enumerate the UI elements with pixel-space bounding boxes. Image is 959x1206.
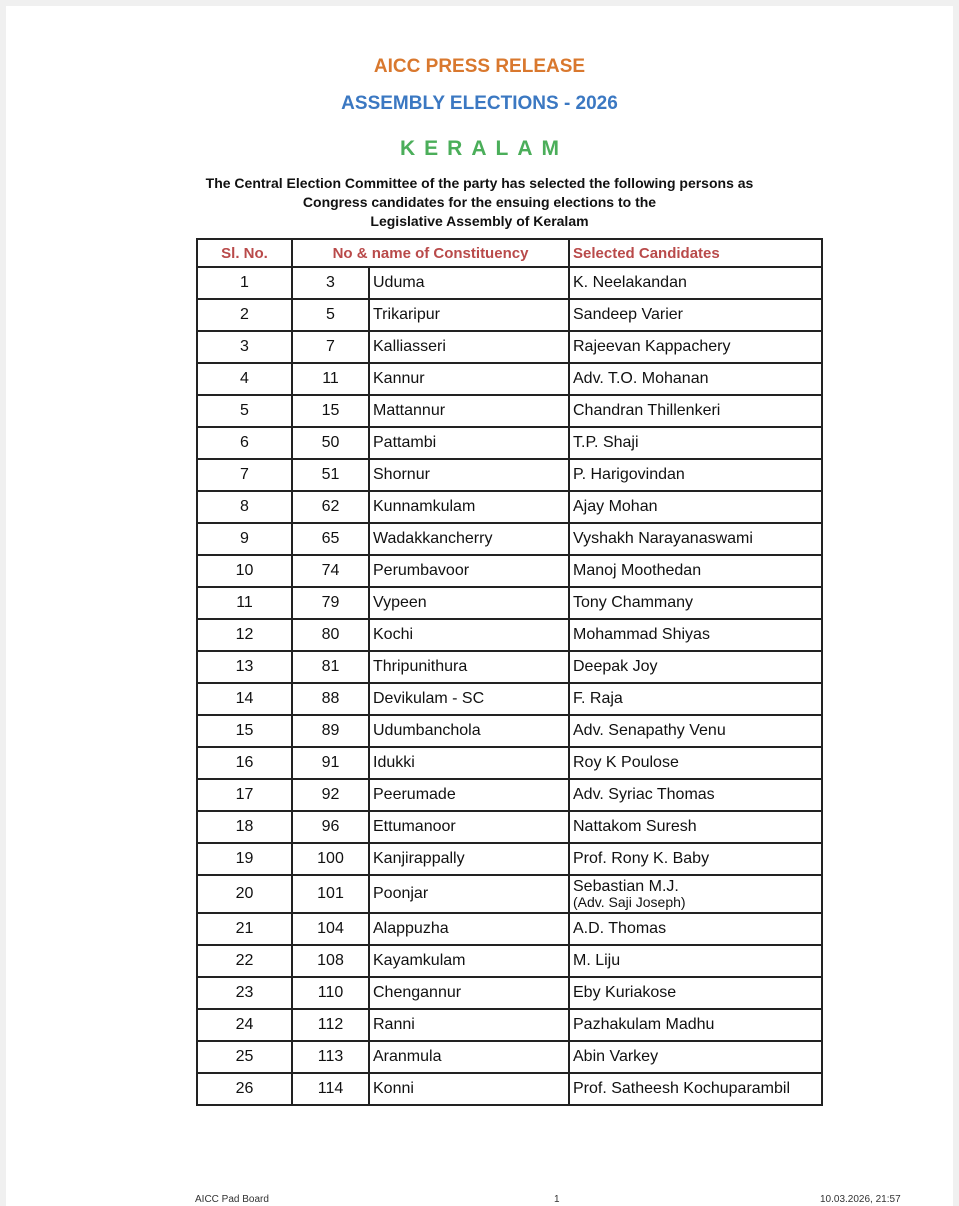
constituency-number-cell: 62 <box>292 491 369 523</box>
sl-no-cell: 2 <box>197 299 292 331</box>
candidate-cell: Prof. Rony K. Baby <box>569 843 822 875</box>
constituency-name-cell: Alappuzha <box>369 913 569 945</box>
candidate-cell: Manoj Moothedan <box>569 555 822 587</box>
sl-no-cell: 12 <box>197 619 292 651</box>
constituency-name-cell: Ranni <box>369 1009 569 1041</box>
column-header-sl-no: Sl. No. <box>197 239 292 267</box>
constituency-name-cell: Devikulam - SC <box>369 683 569 715</box>
footer-timestamp: 10.03.2026, 21:57 <box>820 1194 901 1205</box>
sl-no-cell: 8 <box>197 491 292 523</box>
intro-paragraph <box>6 174 953 231</box>
constituency-name-cell: Udumbanchola <box>369 715 569 747</box>
constituency-number-cell: 5 <box>292 299 369 331</box>
intro-line: The Central Election Committee of the party has selected the following persons as <box>205 175 754 191</box>
candidate-cell: Chandran Thillenkeri <box>569 395 822 427</box>
sl-no-cell: 7 <box>197 459 292 491</box>
candidate-cell: T.P. Shaji <box>569 427 822 459</box>
constituency-number-cell: 100 <box>292 843 369 875</box>
constituency-number-cell: 112 <box>292 1009 369 1041</box>
candidate-cell: Eby Kuriakose <box>569 977 822 1009</box>
election-title: ASSEMBLY ELECTIONS - 2026 <box>341 93 618 114</box>
document-page <box>6 6 953 1206</box>
sl-no-cell: 20 <box>197 875 292 913</box>
table-row <box>197 395 822 427</box>
sl-no-cell: 19 <box>197 843 292 875</box>
candidates-table <box>196 238 823 1106</box>
constituency-name-cell: Kochi <box>369 619 569 651</box>
candidate-cell: Roy K Poulose <box>569 747 822 779</box>
sl-no-cell: 15 <box>197 715 292 747</box>
constituency-number-cell: 11 <box>292 363 369 395</box>
table-row <box>197 427 822 459</box>
table-row <box>197 299 822 331</box>
table-row <box>197 977 822 1009</box>
candidate-cell: Nattakom Suresh <box>569 811 822 843</box>
sl-no-cell: 26 <box>197 1073 292 1105</box>
constituency-number-cell: 108 <box>292 945 369 977</box>
constituency-number-cell: 101 <box>292 875 369 913</box>
constituency-number-cell: 65 <box>292 523 369 555</box>
table-row <box>197 491 822 523</box>
constituency-number-cell: 88 <box>292 683 369 715</box>
table-row <box>197 875 822 913</box>
constituency-name-cell: Idukki <box>369 747 569 779</box>
candidate-cell: Deepak Joy <box>569 651 822 683</box>
constituency-number-cell: 114 <box>292 1073 369 1105</box>
state-title: KERALAM <box>400 137 568 160</box>
sl-no-cell: 10 <box>197 555 292 587</box>
table-row <box>197 619 822 651</box>
constituency-number-cell: 81 <box>292 651 369 683</box>
candidate-cell: P. Harigovindan <box>569 459 822 491</box>
candidate-cell: Adv. Syriac Thomas <box>569 779 822 811</box>
table-row <box>197 715 822 747</box>
constituency-name-cell: Kanjirappally <box>369 843 569 875</box>
table-row <box>197 363 822 395</box>
constituency-number-cell: 91 <box>292 747 369 779</box>
constituency-name-cell: Kannur <box>369 363 569 395</box>
constituency-name-cell: Vypeen <box>369 587 569 619</box>
column-header-candidates: Selected Candidates <box>569 239 822 267</box>
table-row <box>197 1009 822 1041</box>
constituency-name-cell: Peerumade <box>369 779 569 811</box>
constituency-name-cell: Poonjar <box>369 875 569 913</box>
constituency-number-cell: 51 <box>292 459 369 491</box>
candidate-cell <box>569 875 822 913</box>
table-row <box>197 811 822 843</box>
constituency-number-cell: 113 <box>292 1041 369 1073</box>
constituency-number-cell: 92 <box>292 779 369 811</box>
table-row <box>197 945 822 977</box>
candidate-cell: Abin Varkey <box>569 1041 822 1073</box>
candidate-cell: Rajeevan Kappachery <box>569 331 822 363</box>
table-row <box>197 267 822 299</box>
sl-no-cell: 17 <box>197 779 292 811</box>
column-header-constituency: No & name of Constituency <box>292 239 569 267</box>
intro-line: Legislative Assembly of Keralam <box>370 213 589 229</box>
constituency-name-cell: Thripunithura <box>369 651 569 683</box>
sl-no-cell: 1 <box>197 267 292 299</box>
constituency-name-cell: Kayamkulam <box>369 945 569 977</box>
sl-no-cell: 9 <box>197 523 292 555</box>
candidate-cell: Vyshakh Narayanaswami <box>569 523 822 555</box>
candidate-name: Sebastian M.J. <box>573 878 679 895</box>
constituency-number-cell: 80 <box>292 619 369 651</box>
table-row <box>197 459 822 491</box>
table-row <box>197 523 822 555</box>
table-body <box>197 267 822 1105</box>
sl-no-cell: 22 <box>197 945 292 977</box>
table-row <box>197 555 822 587</box>
sl-no-cell: 4 <box>197 363 292 395</box>
sl-no-cell: 24 <box>197 1009 292 1041</box>
candidate-cell: Mohammad Shiyas <box>569 619 822 651</box>
sl-no-cell: 18 <box>197 811 292 843</box>
intro-line: Congress candidates for the ensuing elections to the <box>302 194 657 210</box>
constituency-name-cell: Mattannur <box>369 395 569 427</box>
table-row <box>197 651 822 683</box>
candidate-cell: F. Raja <box>569 683 822 715</box>
constituency-number-cell: 15 <box>292 395 369 427</box>
press-release-title: AICC PRESS RELEASE <box>373 56 586 77</box>
constituency-number-cell: 74 <box>292 555 369 587</box>
sl-no-cell: 3 <box>197 331 292 363</box>
table-row <box>197 843 822 875</box>
table-row <box>197 913 822 945</box>
table-row <box>197 683 822 715</box>
constituency-name-cell: Aranmula <box>369 1041 569 1073</box>
constituency-name-cell: Chengannur <box>369 977 569 1009</box>
constituency-number-cell: 79 <box>292 587 369 619</box>
constituency-name-cell: Kalliasseri <box>369 331 569 363</box>
footer-left-text: AICC Pad Board <box>195 1194 269 1205</box>
constituency-number-cell: 96 <box>292 811 369 843</box>
sl-no-cell: 11 <box>197 587 292 619</box>
table-row <box>197 587 822 619</box>
constituency-name-cell: Perumbavoor <box>369 555 569 587</box>
sl-no-cell: 5 <box>197 395 292 427</box>
sl-no-cell: 23 <box>197 977 292 1009</box>
candidate-cell: Prof. Satheesh Kochuparambil <box>569 1073 822 1105</box>
sl-no-cell: 14 <box>197 683 292 715</box>
candidate-cell: Ajay Mohan <box>569 491 822 523</box>
candidate-cell: Pazhakulam Madhu <box>569 1009 822 1041</box>
footer-page-number: 1 <box>554 1194 560 1205</box>
candidate-cell: Adv. Senapathy Venu <box>569 715 822 747</box>
constituency-number-cell: 50 <box>292 427 369 459</box>
candidate-cell: Tony Chammany <box>569 587 822 619</box>
sl-no-cell: 25 <box>197 1041 292 1073</box>
sl-no-cell: 21 <box>197 913 292 945</box>
constituency-number-cell: 89 <box>292 715 369 747</box>
constituency-name-cell: Pattambi <box>369 427 569 459</box>
constituency-name-cell: Konni <box>369 1073 569 1105</box>
sl-no-cell: 6 <box>197 427 292 459</box>
candidate-cell: A.D. Thomas <box>569 913 822 945</box>
table-header-row <box>197 239 822 267</box>
sl-no-cell: 16 <box>197 747 292 779</box>
constituency-name-cell: Kunnamkulam <box>369 491 569 523</box>
candidate-alias: (Adv. Saji Joseph) <box>573 894 686 910</box>
constituency-number-cell: 7 <box>292 331 369 363</box>
candidate-cell: M. Liju <box>569 945 822 977</box>
candidate-cell: Sandeep Varier <box>569 299 822 331</box>
table-row <box>197 747 822 779</box>
constituency-name-cell: Shornur <box>369 459 569 491</box>
constituency-number-cell: 104 <box>292 913 369 945</box>
constituency-number-cell: 3 <box>292 267 369 299</box>
sl-no-cell: 13 <box>197 651 292 683</box>
candidate-cell: K. Neelakandan <box>569 267 822 299</box>
table-row <box>197 779 822 811</box>
table-row <box>197 1073 822 1105</box>
constituency-number-cell: 110 <box>292 977 369 1009</box>
constituency-name-cell: Trikaripur <box>369 299 569 331</box>
candidate-cell: Adv. T.O. Mohanan <box>569 363 822 395</box>
table-row <box>197 1041 822 1073</box>
table-row <box>197 331 822 363</box>
constituency-name-cell: Uduma <box>369 267 569 299</box>
constituency-name-cell: Wadakkancherry <box>369 523 569 555</box>
constituency-name-cell: Ettumanoor <box>369 811 569 843</box>
